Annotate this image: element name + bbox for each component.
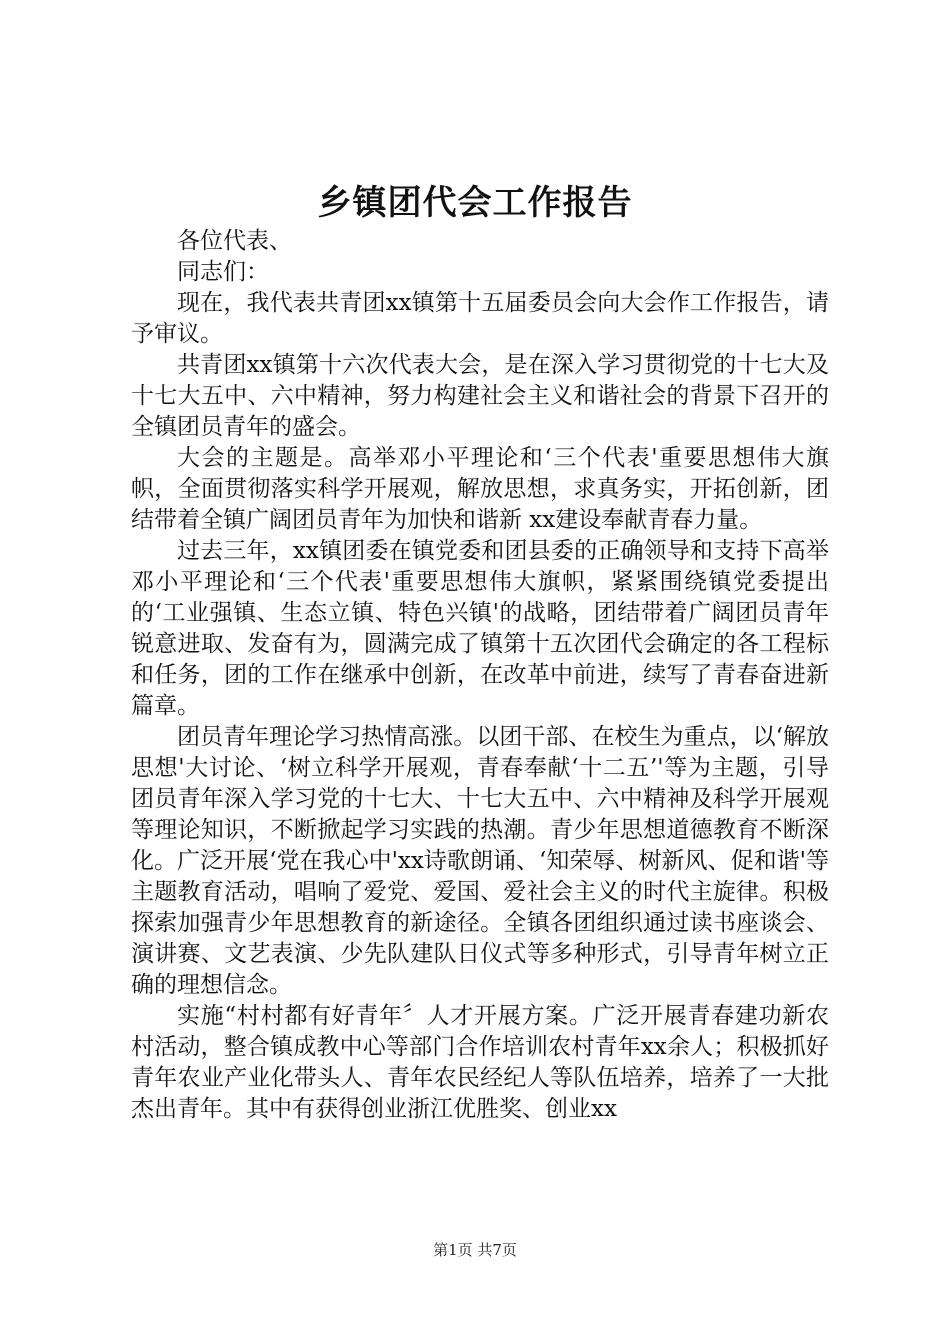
paragraph-past-three-years: 过去三年，xx镇团委在镇党委和团县委的正确领导和支持下高举邓小平理论和‘三个代表'重要思想伟大旗帜，紧紧围绕镇党委提出的‘工业强镇、生态立镇、特色兴镇'的战略，团结带着广阔团员青年锐意进取、发奋有为，圆满完成了镇第十五次团代会确定的各工程标和任务，团的工作在继承中创新，在改革中前进，续写了青春奋进新篇章。	[131, 538, 829, 719]
paragraph-theory-study: 团员青年理论学习热情高涨。以团干部、在校生为重点，以‘解放思想'大讨论、‘树立科学开展观，青春奉献‘十二五’'等为主题，引导团员青年深入学习党的十七大、十七大五中、六中精神及科学开展观等理论知识，不断掀起学习实践的热潮。青少年思想道德教育不断深化。广泛开展‘党在我心中'xx诗歌朗诵、‘知荣辱、树新风、促和谐'等主题教育活动，唱响了爱党、爱国、爱社会主义的时代主旋律。积极探索加强青少年思想教育的新途径。全镇各团组织通过读书座谈会、演讲赛、文艺表演、少先队建队日仪式等多种形式，引导青年树立正确的理想信念。	[131, 724, 829, 998]
paragraph-talent-program: 实施“村村都有好青年〞人才开展方案。广泛开展青春建功新农村活动，整合镇成教中心等部门合作培训农村青年xx余人；积极抓好青年农业产业化带头人、青年农民经纪人等队伍培养，培养了一大批杰出青年。其中有获得创业浙江优胜奖、创业xx	[131, 1003, 829, 1122]
page-footer	[0, 1240, 950, 1260]
document-title: 乡镇团代会工作报告	[317, 183, 633, 223]
salutation-representatives: 各位代表、	[177, 228, 292, 254]
paragraph-opening: 现在，我代表共青团xx镇第十五届委员会向大会作工作报告，请予审议。	[131, 290, 829, 347]
paragraph-congress-theme: 大会的主题是。高举邓小平理论和‘三个代表'重要思想伟大旗帜，全面贯彻落实科学开展观，解放思想，求真务实，开拓创新，团结带着全镇广阔团员青年为加快和谐新 xx建设奉献青春力量。	[131, 445, 829, 533]
paragraph-congress-background: 共青团xx镇第十六次代表大会，是在深入学习贯彻党的十七大及十七大五中、六中精神，努力构建社会主义和谐社会的背景下召开的全镇团员青年的盛会。	[131, 352, 829, 440]
salutation-comrades: 同志们：	[177, 259, 269, 285]
document-body	[131, 226, 829, 1125]
page-number: 第1页 共7页	[433, 1241, 517, 1259]
